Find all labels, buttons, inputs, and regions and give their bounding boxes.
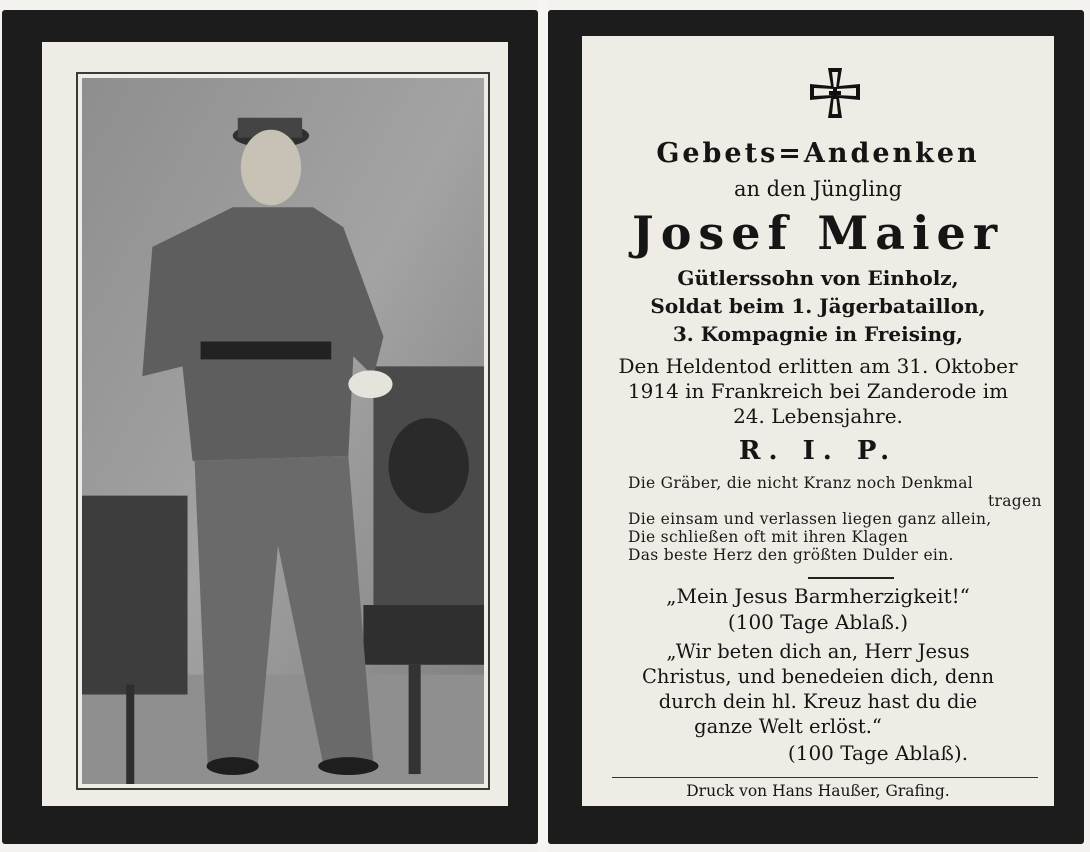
company-line: 3. Kompagnie in Freising, — [672, 322, 964, 346]
divider — [808, 577, 894, 579]
death-line-3: 24. Lebensjahre. — [733, 404, 903, 428]
printer-credit: Druck von Hans Haußer, Grafing. — [686, 782, 950, 800]
poem-line: Die einsam und verlassen liegen ganz allein, — [628, 510, 992, 528]
prayer-2-line: durch dein hl. Kreuz hast du die — [658, 690, 978, 713]
card-subtitle: an den Jüngling — [733, 177, 903, 201]
iron-cross-icon — [808, 66, 862, 120]
prayer-2-line: ganze Welt erlöst.“ — [694, 715, 882, 738]
origin-line: Gütlerssohn von Einholz, — [677, 266, 959, 290]
poem-line: Die schließen oft mit ihren Klagen — [628, 528, 909, 546]
prayer-1-indulgence: (100 Tage Ablaß.) — [727, 610, 909, 634]
death-line-2: 1914 in Frankreich bei Zanderode im — [627, 379, 1009, 403]
right-card-text-panel — [548, 10, 1084, 844]
photo-mat — [42, 42, 508, 806]
left-card-photo-panel — [2, 10, 538, 844]
footer-divider — [612, 777, 1038, 778]
soldier-portrait-photo — [82, 78, 484, 784]
deceased-name: Josef Maier — [631, 206, 1005, 260]
prayer-2-line: „Wir beten dich an, Herr Jesus — [666, 640, 970, 663]
text-panel — [582, 36, 1054, 806]
prayer-2-line: Christus, und benedeien dich, denn — [641, 665, 995, 688]
poem-line: Das beste Herz den größten Dulder ein. — [628, 546, 954, 564]
photo-frame — [76, 72, 490, 790]
prayer-2-indulgence: (100 Tage Ablaß). — [787, 741, 969, 765]
death-line-1: Den Heldentod erlitten am 31. Oktober — [618, 354, 1018, 378]
poem-line: Die Gräber, die nicht Kranz noch Denkmal — [628, 474, 973, 492]
prayer-1: „Mein Jesus Barmherzigkeit!“ — [666, 584, 970, 608]
poem-line: tragen — [988, 492, 1042, 510]
unit-line: Soldat beim 1. Jägerbataillon, — [650, 294, 986, 318]
card-title: Gebets=Andenken — [656, 138, 980, 169]
rip-text: R. I. P. — [738, 436, 898, 466]
